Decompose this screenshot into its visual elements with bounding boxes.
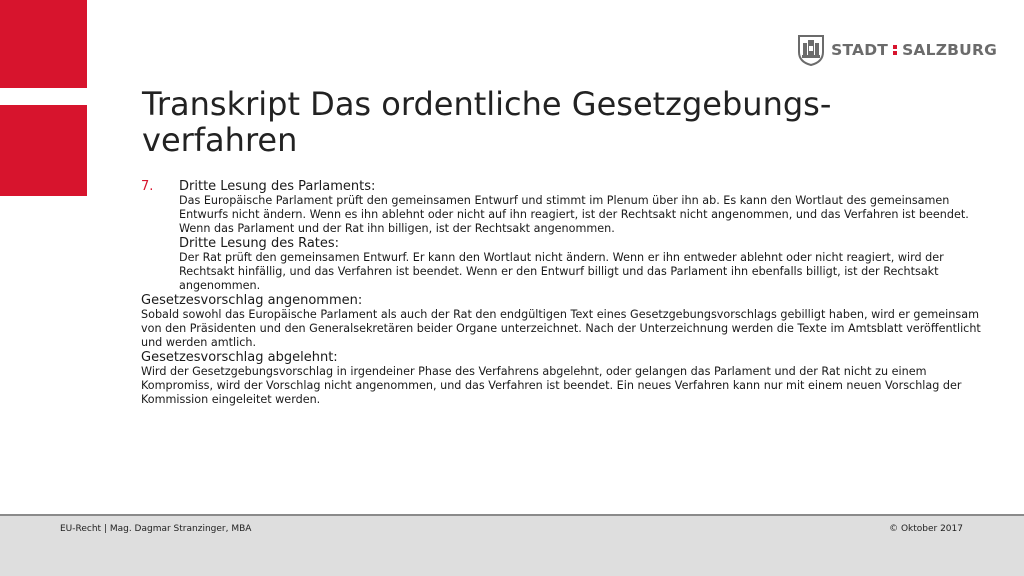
footer-author: EU-Recht | Mag. Dagmar Stranzinger, MBA xyxy=(60,524,252,534)
red-accent-top xyxy=(0,0,87,88)
logo-separator xyxy=(893,43,897,57)
slide-content xyxy=(141,179,989,407)
city-coat-of-arms-icon xyxy=(797,34,825,66)
stadt-salzburg-logo xyxy=(797,34,997,66)
slide-title: Transkript Das ordentliche Gesetzgebungs-verfahren xyxy=(142,85,832,159)
footer-divider xyxy=(0,514,1024,516)
red-accent-bottom xyxy=(0,105,87,196)
list-item-body xyxy=(179,179,989,293)
logo-part-salzburg: SALZBURG xyxy=(902,41,997,59)
text-council-third-reading: Der Rat prüft den gemeinsamen Entwurf. Er kann den Wortlaut nicht ändern. Wenn er ihn entweder ablehnt oder nicht reagiert, wird der Rechtsakt hinfällig, und das Verfahren ist beendet. Wenn er den Entwurf billigt und das Parlament ihn ebenfalls billigt, ist der Rechtsakt angenommen. xyxy=(179,251,944,292)
heading-proposal-rejected: Gesetzesvorschlag abgelehnt: xyxy=(141,350,338,365)
list-item-7 xyxy=(141,179,989,293)
heading-council-third-reading: Dritte Lesung des Rates: xyxy=(179,236,340,251)
logo-wordmark xyxy=(831,41,997,59)
list-item-number: 7. xyxy=(141,179,154,194)
logo-part-stadt: STADT xyxy=(831,41,889,59)
heading-parliament-third-reading: Dritte Lesung des Parlaments: xyxy=(179,179,376,194)
text-parliament-third-reading: Das Europäische Parlament prüft den gemeinsamen Entwurf und stimmt im Plenum über ihn ab. Es kann den Wortlaut des gemeinsamen Entwurfs nicht ändern. Wenn es ihn ablehnt oder nicht auf ihn reagiert, ist der Rechtsakt nicht angenommen, und das Verfahren ist beendet. Wenn das Parlament und der Rat ihn billigen, ist der Rechtsakt angenommen. xyxy=(179,194,969,235)
text-proposal-accepted: Sobald sowohl das Europäische Parlament als auch der Rat den endgültigen Text eines Gesetzgebungsvorschlags gebilligt haben, wird er gemeinsam von den Präsidenten und den Generalsekretären beider Organe unterzeichnet. Nach der Unterzeichnung werden die Texte im Amtsblatt veröffentlicht und werden amtlich. xyxy=(141,308,981,349)
heading-proposal-accepted: Gesetzesvorschlag angenommen: xyxy=(141,293,363,308)
text-proposal-rejected: Wird der Gesetzgebungsvorschlag in irgendeiner Phase des Verfahrens abgelehnt, oder gelangen das Parlament und der Rat nicht zu einem Kompromiss, wird der Vorschlag nicht angenommen, und das Verfahren ist beendet. Ein neues Verfahren kann nur mit einem neuen Vorschlag der Kommission eingeleitet werden. xyxy=(141,365,962,406)
footer-date: © Oktober 2017 xyxy=(889,524,963,534)
